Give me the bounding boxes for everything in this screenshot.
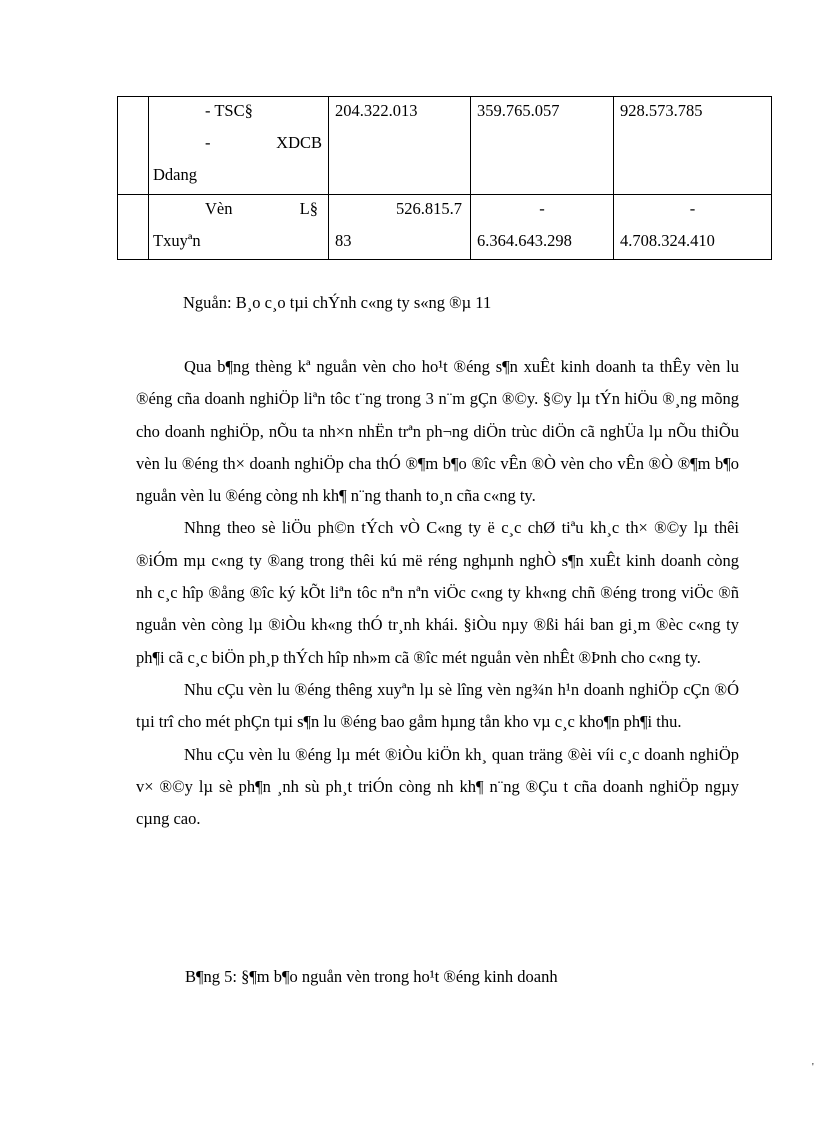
row-label-line xyxy=(149,195,328,227)
cell-value: 4.708.324.410 xyxy=(620,231,715,250)
table-cell-blank xyxy=(118,195,149,260)
cell-value: 359.765.057 xyxy=(477,101,560,120)
cell-value: 6.364.643.298 xyxy=(477,231,572,250)
table-cell-value xyxy=(471,195,614,260)
row-label-line: Ddang xyxy=(153,165,197,184)
table-cell-value xyxy=(329,97,471,195)
row-label-word: - xyxy=(205,133,211,152)
cell-value: 928.573.785 xyxy=(620,101,703,120)
table-cell-value xyxy=(471,97,614,195)
table-cell-value xyxy=(329,195,471,260)
table-cell-blank xyxy=(118,97,149,195)
edge-mark: ' xyxy=(812,1062,814,1073)
paragraph: Qua b¶ng thèng kª nguån vèn cho ho¹t ®éng s¶n xuÊt kinh doanh ta thÊy vèn lu ®éng cña doanh nghiÖp liªn tôc t¨ng trong 3 n¨m gÇn ®©y. §©y lµ tÝn hiÖu ®¸ng mõng cho doanh nghiÖp, nÕu ta nh×n nhËn trªn ph¬ng diÖn trùc diÖn cã nghÜa lµ nÕu thiÕu vèn lu ®éng th× doanh nghiÖp cha thÓ ®¶m b¶o ®îc vÊn ®Ò vèn cho vÊn ®Ò ®¶m b¶o nguån vèn lu ®éng còng nh kh¶ n¨ng thanh to¸n cña c«ng ty. xyxy=(136,357,739,506)
funding-table xyxy=(117,96,772,260)
row-label-word: L§ xyxy=(299,199,318,218)
table-cell-label xyxy=(149,97,329,195)
row-label-line: - TSC§ xyxy=(205,101,253,120)
row-label-line xyxy=(149,129,328,161)
cell-value: 83 xyxy=(335,231,352,250)
cell-value: 526.815.7 xyxy=(396,199,462,218)
table-cell-value xyxy=(614,97,772,195)
cell-value: 204.322.013 xyxy=(335,101,418,120)
table-caption: B¶ng 5: §¶m b¶o nguån vèn trong ho¹t ®éng kinh doanh xyxy=(185,967,558,986)
paragraph: Nhu cÇu vèn lu ®éng thêng xuyªn lµ sè lîng vèn ng¾n h¹n doanh nghiÖp cÇn ®Ó tµi trî cho mét phÇn tµi s¶n lu ®éng bao gåm hµng tån kho vµ c¸c kho¶n ph¶i thu. xyxy=(136,679,739,732)
source-note: Nguån: B¸o c¸o tµi chÝnh c«ng ty s«ng ®µ 11 xyxy=(183,293,492,312)
table-row xyxy=(118,195,772,260)
paragraph: Nhng theo sè liÖu ph©n tÝch vÒ C«ng ty ë c¸c chØ tiªu kh¸c th× ®©y lµ thêi ®iÓm mµ c«ng ty ®ang trong thêi kú më réng nghµnh nghÒ s¶n xuÊt kinh doanh còng nh c¸c hîp ®ång ®îc ký kÕt liªn tôc nªn nªn viÖc c«ng ty kh«ng chñ ®éng trong viÖc ®ñ nguån vèn còng lµ ®iÒu kh«ng thÓ tr¸nh khái. §iÒu nµy ®ßi hái ban gi¸m ®èc c«ng ty ph¶i cã c¸c biÖn ph¸p thÝch hîp nh»m cã ®îc mét nguån vèn nhÊt ®Þnh cho c«ng ty. xyxy=(136,518,739,667)
cell-value: - xyxy=(689,199,696,218)
row-label-word: Vèn xyxy=(205,199,233,218)
row-label-word: XDCB xyxy=(276,133,322,152)
cell-value: - xyxy=(539,199,545,218)
body-text-block-1 xyxy=(136,351,739,835)
paragraph: Nhu cÇu vèn lu ®éng lµ mét ®iÒu kiÖn kh¸ quan träng ®èi víi c¸c doanh nghiÖp v× ®©y lµ sè ph¶n ¸nh sù ph¸t triÓn còng nh kh¶ n¨ng ®Çu t cña doanh nghiÖp ngµy cµng cao. xyxy=(136,744,739,829)
table-cell-value xyxy=(614,195,772,260)
table-row xyxy=(118,97,772,195)
row-label-line: Txuyªn xyxy=(153,231,201,250)
table-cell-label xyxy=(149,195,329,260)
